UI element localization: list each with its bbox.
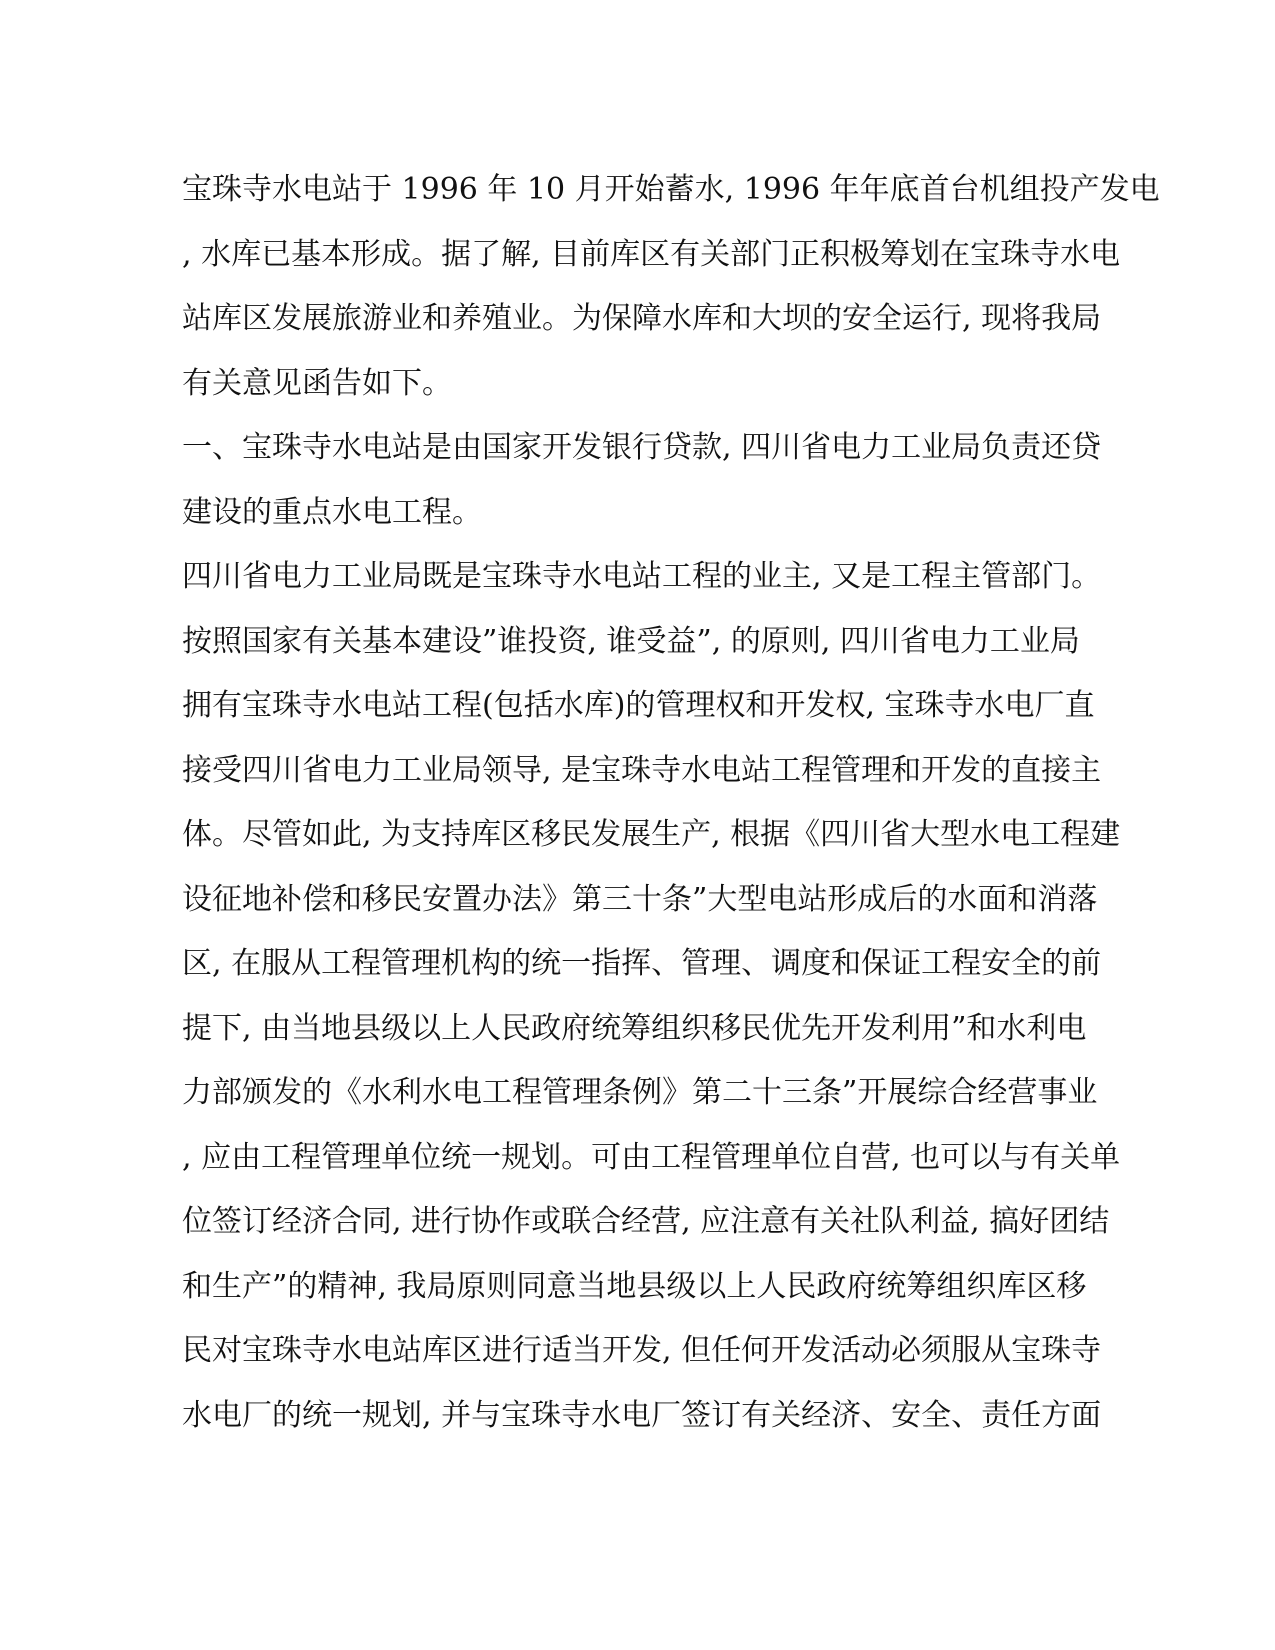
text-line: 四川省电力工业局既是宝珠寺水电站工程的业主, 又是工程主管部门。 [182, 559, 1102, 594]
text-line: , 应由工程管理单位统一规划。可由工程管理单位自营, 也可以与有关单 [182, 1139, 1121, 1175]
text-line: 区, 在服从工程管理机构的统一指挥、管理、调度和保证工程安全的前 [182, 946, 1102, 981]
text-line: 一、宝珠寺水电站是由国家开发银行贷款, 四川省电力工业局负责还贷 [182, 430, 1102, 465]
text-line: 接受四川省电力工业局领导, 是宝珠寺水电站工程管理和开发的直接主 [182, 752, 1102, 788]
text-line: 水电厂的统一规划, 并与宝珠寺水电厂签订有关经济、安全、责任方面 [182, 1397, 1102, 1433]
text-line: , 水库已基本形成。据了解, 目前库区有关部门正积极筹划在宝珠寺水电 [182, 236, 1121, 272]
text-line: 建设的重点水电工程。 [182, 494, 482, 530]
text-line: 站库区发展旅游业和养殖业。为保障水库和大坝的安全运行, 现将我局 [182, 301, 1102, 336]
text-line: 体。尽管如此, 为支持库区移民发展生产, 根据《四川省大型水电工程建 [182, 817, 1121, 852]
text-line: 按照国家有关基本建设”谁投资, 谁受益”, 的原则, 四川省电力工业局 [182, 623, 1080, 659]
text-line: 设征地补偿和移民安置办法》第三十条”大型电站形成后的水面和消落 [182, 881, 1098, 917]
text-line: 提下, 由当地县级以上人民政府统筹组织移民优先开发利用”和水利电 [182, 1010, 1087, 1046]
body-text [182, 158, 1160, 1448]
text-line: 拥有宝珠寺水电站工程(包括水库)的管理权和开发权, 宝珠寺水电厂直 [182, 688, 1095, 723]
text-line: 和生产”的精神, 我局原则同意当地县级以上人民政府统筹组织库区移 [182, 1268, 1087, 1304]
text-line: 位签订经济合同, 进行协作或联合经营, 应注意有关社队利益, 搞好团结 [182, 1204, 1110, 1239]
text-line: 宝珠寺水电站于 1996 年 10 月开始蓄水, 1996 年年底首台机组投产发电 [182, 172, 1160, 207]
text-line: 力部颁发的《水利水电工程管理条例》第二十三条”开展综合经营事业 [182, 1075, 1098, 1110]
text-line: 有关意见函告如下。 [182, 365, 452, 401]
text-line: 民对宝珠寺水电站库区进行适当开发, 但任何开发活动必须服从宝珠寺 [182, 1333, 1102, 1368]
